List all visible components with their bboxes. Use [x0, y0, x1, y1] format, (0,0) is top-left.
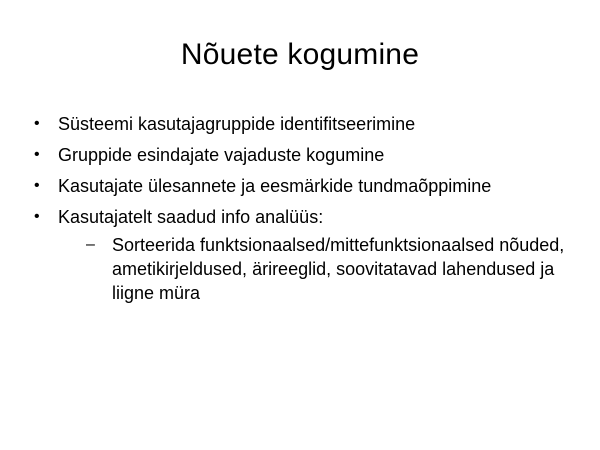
bullet-list: [34, 112, 574, 312]
sub-bullet-item: [58, 233, 574, 305]
bullet-item: [34, 205, 574, 305]
bullet-marker: •: [34, 177, 40, 194]
bullet-marker: •: [34, 208, 40, 225]
bullet-text: Kasutajatelt saadud info analüüs:: [58, 207, 324, 227]
bullet-text: Süsteemi kasutajagruppide identifitseerimine: [58, 114, 416, 134]
bullet-item: [34, 112, 574, 136]
bullet-marker: •: [34, 146, 40, 163]
sub-bullet-marker: –: [86, 236, 95, 253]
bullet-text: Kasutajate ülesannete ja eesmärkide tundmaõppimine: [58, 176, 492, 196]
bullet-item: [34, 143, 574, 167]
sub-bullet-text: Sorteerida funktsionaalsed/mittefunktsionaalsed nõuded, ametikirjeldused, ärireeglid, soovitatavad lahendused ja liigne müra: [112, 235, 565, 303]
bullet-item: [34, 174, 574, 198]
slide-title: Nõuete kogumine: [180, 38, 420, 71]
bullet-text: Gruppide esindajate vajaduste kogumine: [58, 145, 385, 165]
bullet-marker: •: [34, 115, 40, 132]
